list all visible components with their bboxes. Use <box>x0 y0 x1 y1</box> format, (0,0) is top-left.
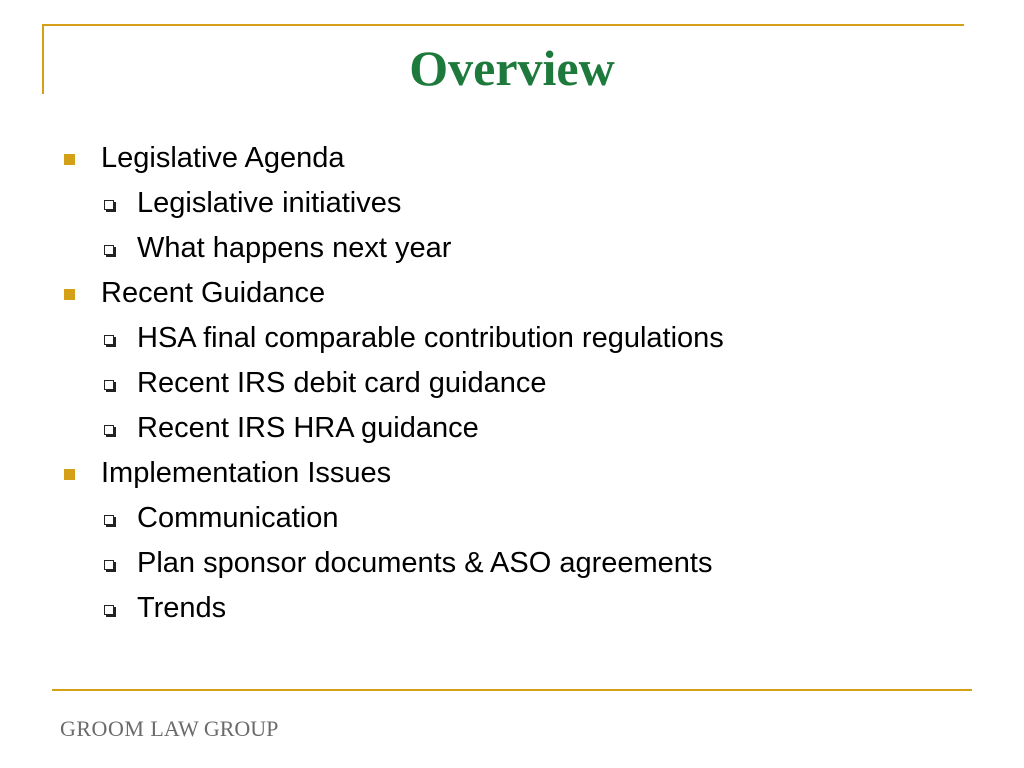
bullet-item-recent-guidance <box>0 271 1024 316</box>
sub-bullet-item-trends <box>0 586 1024 631</box>
filled-square-bullet-icon <box>64 289 75 300</box>
bullet-text: Legislative Agenda <box>101 142 345 174</box>
sub-bullet-text: Recent IRS HRA guidance <box>137 412 479 444</box>
hollow-square-bullet-icon <box>104 335 114 345</box>
sub-bullet-item-plan-sponsor-documents <box>0 541 1024 586</box>
bullet-text: Recent Guidance <box>101 277 326 309</box>
sub-bullet-text: HSA final comparable contribution regulations <box>137 322 724 354</box>
sub-bullet-item-communication <box>0 496 1024 541</box>
slide-title: Overview <box>409 40 615 96</box>
sub-bullet-item-legislative-initiatives <box>0 181 1024 226</box>
bullet-item-implementation-issues <box>0 451 1024 496</box>
sub-bullet-item-irs-hra <box>0 406 1024 451</box>
hollow-square-bullet-icon <box>104 605 114 615</box>
bullet-item-legislative-agenda <box>0 136 1024 181</box>
footer-divider <box>52 689 972 691</box>
sub-bullet-text: Plan sponsor documents & ASO agreements <box>137 547 713 579</box>
frame-top-rule <box>42 24 964 26</box>
groom-law-group-logo <box>60 714 278 744</box>
sub-bullet-text: Legislative initiatives <box>137 187 402 219</box>
hollow-square-bullet-icon <box>104 245 114 255</box>
sub-bullet-text: Communication <box>137 502 339 534</box>
hollow-square-bullet-icon <box>104 380 114 390</box>
sub-bullet-item-hsa-regulations <box>0 316 1024 361</box>
logo-groom: GROOM <box>60 716 145 741</box>
logo-law-group: LAW GROUP <box>150 716 279 741</box>
filled-square-bullet-icon <box>64 469 75 480</box>
hollow-square-bullet-icon <box>104 425 114 435</box>
hollow-square-bullet-icon <box>104 515 114 525</box>
sub-bullet-item-irs-debit-card <box>0 361 1024 406</box>
bullet-list <box>0 136 1024 631</box>
sub-bullet-text: Trends <box>137 592 227 624</box>
filled-square-bullet-icon <box>64 154 75 165</box>
bullet-text: Implementation Issues <box>101 457 392 489</box>
sub-bullet-text: Recent IRS debit card guidance <box>137 367 547 399</box>
sub-bullet-item-what-happens-next-year <box>0 226 1024 271</box>
sub-bullet-text: What happens next year <box>137 232 452 264</box>
hollow-square-bullet-icon <box>104 200 114 210</box>
hollow-square-bullet-icon <box>104 560 114 570</box>
